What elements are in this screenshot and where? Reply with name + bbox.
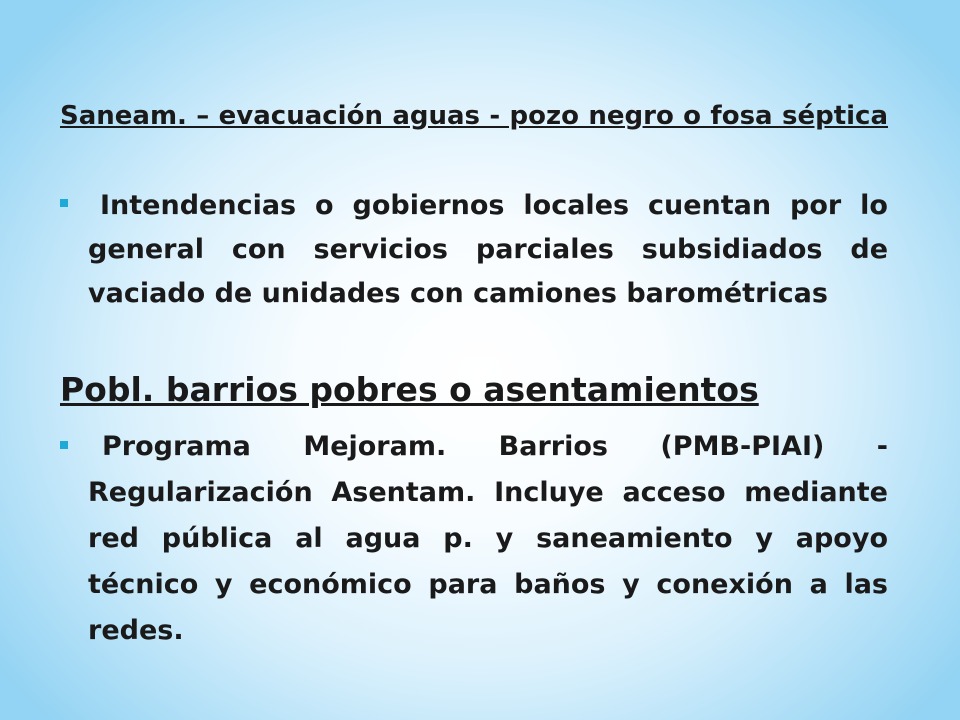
square-bullet-icon: [60, 199, 68, 207]
section-1-bullet-text: Intendencias o gobiernos locales cuentan por lo general con servicios parciales subsidiados de vaciado de unidades con camiones barométricas: [88, 190, 888, 309]
slide-content: [60, 96, 888, 654]
section-2-bullet-text: Programa Mejoram. Barrios (PMB-PIAI) - Regularización Asentam. Incluye acceso mediante red pública al agua p. y saneamiento y apoyo técnico y económico para baños y conexión a las redes.: [88, 431, 888, 646]
section-1-bullet: [60, 184, 888, 316]
section-2-bullet: [60, 424, 888, 654]
section-1-heading: Saneam. – evacuación aguas - pozo negro o fosa séptica: [60, 101, 888, 131]
section-2-heading: Pobl. barrios pobres o asentamientos: [60, 370, 759, 409]
square-bullet-icon: [60, 441, 68, 449]
